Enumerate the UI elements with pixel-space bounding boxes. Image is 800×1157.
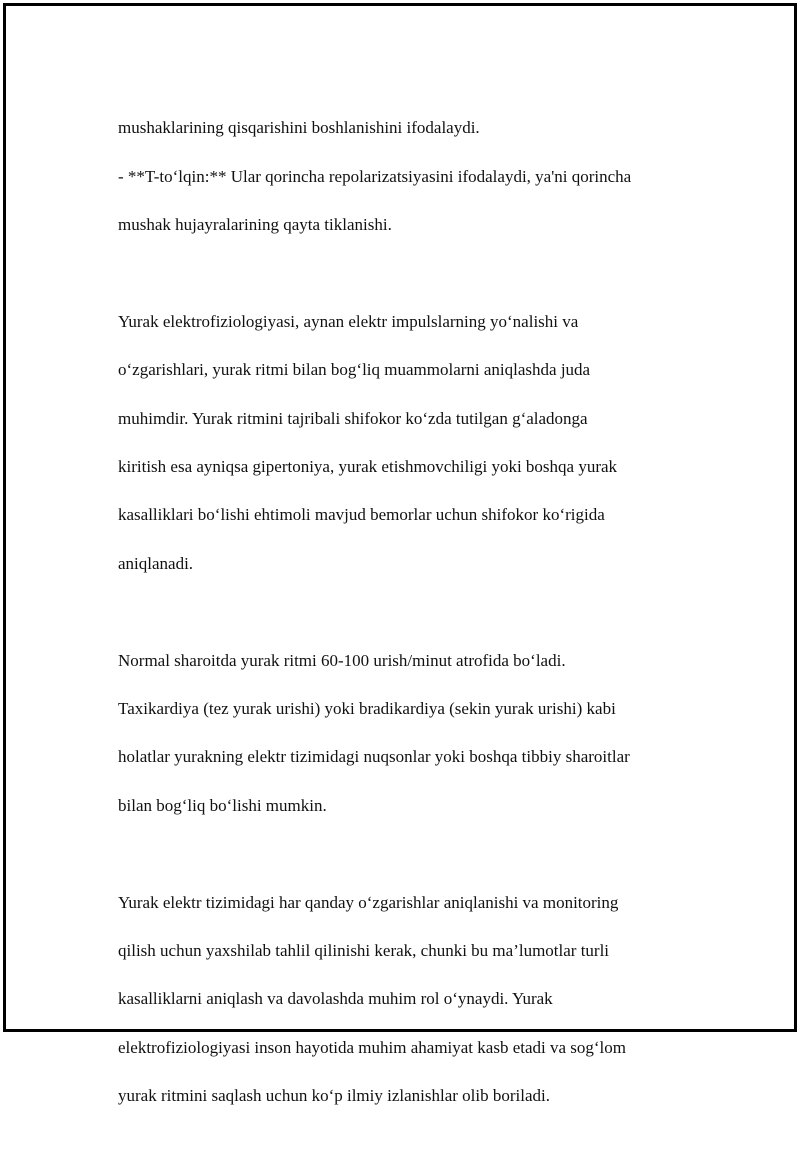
text-line: mushak hujayralarining qayta tiklanishi.	[118, 215, 392, 235]
text-line: mushaklarining qisqarishini boshlanishini ifodalaydi.	[118, 118, 480, 138]
paragraph-3	[118, 624, 688, 842]
text-line: muhimdir. Yurak ritmini tajribali shifokor ko‘zda tutilgan g‘aladonga	[118, 408, 588, 428]
paragraph-4	[118, 866, 688, 1132]
text-line: kasalliklari bo‘lishi ehtimoli mavjud bemorlar uchun shifokor ko‘rigida	[118, 505, 605, 525]
document-body	[118, 92, 688, 1157]
text-line: yurak ritmini saqlash uchun ko‘p ilmiy izlanishlar olib boriladi.	[118, 1086, 551, 1106]
paragraph-1	[118, 92, 688, 261]
text-line: Taxikardiya (tez yurak urishi) yoki bradikardiya (sekin yurak urishi) kabi	[118, 699, 616, 719]
text-line: bilan bog‘liq bo‘lishi mumkin.	[118, 795, 327, 815]
text-line: Yurak elektr tizimidagi har qanday o‘zgarishlar aniqlanishi va monitoring	[118, 892, 619, 912]
paragraph-2	[118, 286, 688, 601]
text-line: kasalliklarni aniqlash va davolashda muhim rol o‘ynaydi. Yurak	[118, 989, 553, 1009]
text-line: Normal sharoitda yurak ritmi 60-100 urish/minut atrofida bo‘ladi.	[118, 650, 566, 670]
text-line: aniqlanadi.	[118, 553, 194, 573]
text-line: qilish uchun yaxshilab tahlil qilinishi kerak, chunki bu ma’lumotlar turli	[118, 941, 610, 961]
text-line: kiritish esa ayniqsa gipertoniya, yurak etishmovchiligi yoki boshqa yurak	[118, 457, 618, 477]
text-line: Yurak elektrofiziologiyasi, aynan elektr impulslarning yo‘nalishi va	[118, 311, 579, 331]
text-line: - **T-to‘lqin:** Ular qorincha repolarizatsiyasini ifodalaydi, ya'ni qorincha	[118, 166, 632, 186]
text-line: o‘zgarishlari, yurak ritmi bilan bog‘liq muammolarni aniqlashda juda	[118, 360, 591, 380]
text-line: holatlar yurakning elektr tizimidagi nuqsonlar yoki boshqa tibbiy sharoitlar	[118, 747, 630, 767]
text-line: elektrofiziologiyasi inson hayotida muhim ahamiyat kasb etadi va sog‘lom	[118, 1037, 626, 1057]
